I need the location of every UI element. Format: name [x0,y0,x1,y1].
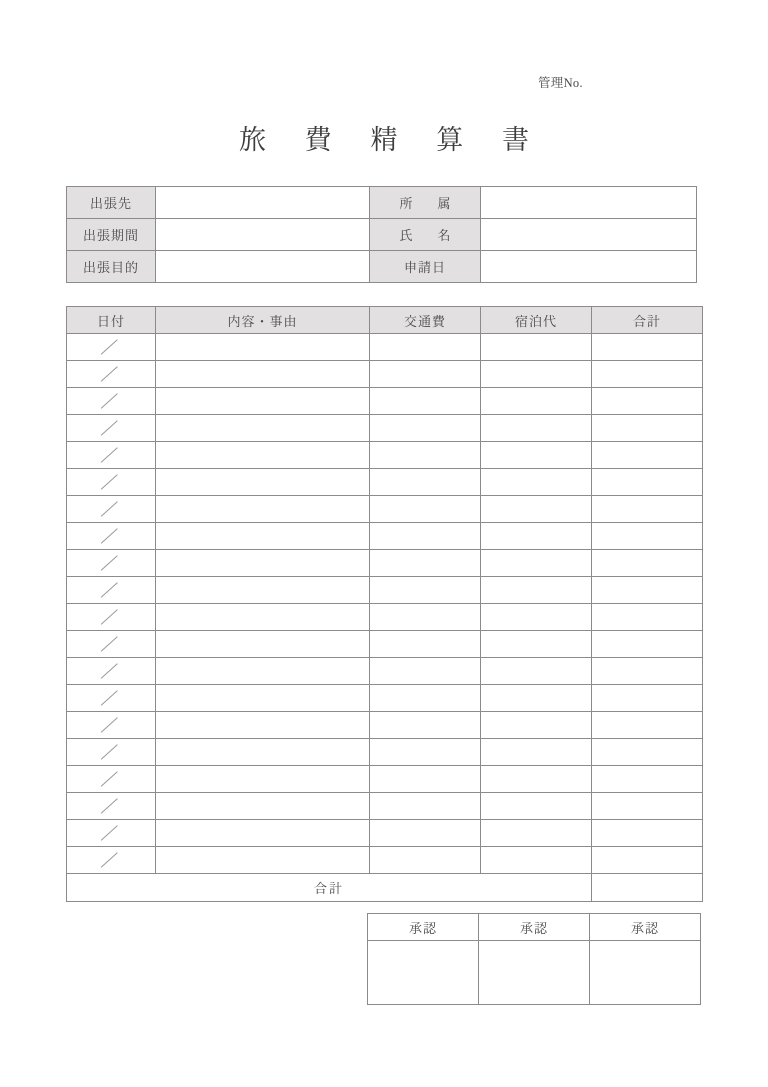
trip-purpose-field[interactable] [156,251,370,283]
expense-table [66,306,703,902]
table-row [67,334,703,361]
approval-header-1: 承認 [368,914,479,941]
table-row [67,251,697,283]
expense-date-cell[interactable] [67,820,156,847]
application-date-label: 申請日 [370,251,481,283]
table-row [67,523,703,550]
expense-transport-cell[interactable] [370,361,481,388]
column-header-date: 日付 [67,307,156,334]
table-row [67,820,703,847]
expense-detail-cell[interactable] [156,631,370,658]
expense-lodging-cell[interactable] [481,523,592,550]
expense-transport-cell[interactable] [370,577,481,604]
expense-transport-cell[interactable] [370,334,481,361]
expense-total-cell[interactable] [592,469,703,496]
expense-total-cell[interactable] [592,820,703,847]
expense-total-cell[interactable] [592,415,703,442]
expense-total-cell[interactable] [592,739,703,766]
expense-date-cell[interactable] [67,469,156,496]
expense-detail-cell[interactable] [156,388,370,415]
expense-lodging-cell[interactable] [481,550,592,577]
date-slash-icon [101,555,118,570]
expense-transport-cell[interactable] [370,793,481,820]
page-title: 旅 費 精 算 書 [239,125,545,155]
table-row [67,187,697,219]
table-row [67,847,703,874]
name-field[interactable] [481,219,697,251]
approval-table [367,913,701,1005]
expense-detail-cell[interactable] [156,820,370,847]
expense-header-row [67,307,703,334]
expense-transport-cell[interactable] [370,820,481,847]
expense-date-cell[interactable] [67,550,156,577]
expense-date-cell[interactable] [67,388,156,415]
expense-date-cell[interactable] [67,739,156,766]
expense-detail-cell[interactable] [156,712,370,739]
table-row [67,388,703,415]
expense-detail-cell[interactable] [156,658,370,685]
table-row [67,739,703,766]
expense-lodging-cell[interactable] [481,631,592,658]
expense-total-cell[interactable] [592,523,703,550]
expense-date-cell[interactable] [67,847,156,874]
expense-total-cell[interactable] [592,550,703,577]
trip-period-label: 出張期間 [67,219,156,251]
column-header-lodging: 宿泊代 [481,307,592,334]
date-slash-icon [101,771,118,786]
date-slash-icon [101,717,118,732]
expense-table-body [67,334,703,874]
approval-header-row [368,914,701,941]
expense-total-cell[interactable] [592,604,703,631]
date-slash-icon [101,825,118,840]
date-slash-icon [101,447,118,462]
table-row [67,496,703,523]
approval-stamp-cell-3[interactable] [590,941,701,1005]
expense-lodging-cell[interactable] [481,739,592,766]
expense-transport-cell[interactable] [370,631,481,658]
control-number-label: 管理No. [538,76,583,90]
expense-detail-cell[interactable] [156,604,370,631]
expense-lodging-cell[interactable] [481,712,592,739]
expense-detail-cell[interactable] [156,550,370,577]
table-row [67,766,703,793]
expense-transport-cell[interactable] [370,523,481,550]
expense-transport-cell[interactable] [370,415,481,442]
expense-transport-cell[interactable] [370,469,481,496]
expense-date-cell[interactable] [67,631,156,658]
column-header-total: 合計 [592,307,703,334]
expense-date-cell[interactable] [67,685,156,712]
expense-detail-cell[interactable] [156,415,370,442]
approval-table-head [368,914,701,941]
destination-label: 出張先 [67,187,156,219]
expense-date-cell[interactable] [67,523,156,550]
expense-transport-cell[interactable] [370,766,481,793]
expense-table-head [67,307,703,334]
date-slash-icon [101,366,118,381]
expense-total-cell[interactable] [592,685,703,712]
table-row [67,604,703,631]
expense-date-cell[interactable] [67,712,156,739]
name-label: 氏 名 [370,219,481,251]
expense-date-cell[interactable] [67,766,156,793]
expense-detail-cell[interactable] [156,577,370,604]
expense-transport-cell[interactable] [370,712,481,739]
expense-total-cell[interactable] [592,847,703,874]
expense-lodging-cell[interactable] [481,388,592,415]
expense-lodging-cell[interactable] [481,685,592,712]
column-header-detail: 内容・事由 [156,307,370,334]
grand-total-value[interactable] [592,874,703,902]
table-row [67,219,697,251]
expense-total-cell[interactable] [592,361,703,388]
expense-total-cell[interactable] [592,577,703,604]
expense-transport-cell[interactable] [370,550,481,577]
trip-purpose-label: 出張目的 [67,251,156,283]
date-slash-icon [101,420,118,435]
expense-date-cell[interactable] [67,442,156,469]
approval-stamp-cell-1[interactable] [368,941,479,1005]
table-row [67,658,703,685]
table-row [67,442,703,469]
expense-total-cell[interactable] [592,442,703,469]
trip-period-field[interactable] [156,219,370,251]
expense-total-cell[interactable] [592,496,703,523]
expense-transport-cell[interactable] [370,388,481,415]
expense-date-cell[interactable] [67,415,156,442]
expense-date-cell[interactable] [67,793,156,820]
expense-total-cell[interactable] [592,631,703,658]
expense-lodging-cell[interactable] [481,361,592,388]
expense-detail-cell[interactable] [156,685,370,712]
department-label: 所 属 [370,187,481,219]
expense-detail-cell[interactable] [156,361,370,388]
expense-lodging-cell[interactable] [481,820,592,847]
expense-detail-cell[interactable] [156,469,370,496]
table-row [67,712,703,739]
expense-transport-cell[interactable] [370,658,481,685]
expense-lodging-cell[interactable] [481,442,592,469]
trip-info-table [66,186,697,283]
expense-total-cell[interactable] [592,388,703,415]
date-slash-icon [101,393,118,408]
table-row [67,631,703,658]
expense-total-cell[interactable] [592,712,703,739]
table-row [67,550,703,577]
approval-stamp-cell-2[interactable] [479,941,590,1005]
approval-header-3: 承認 [590,914,701,941]
date-slash-icon [101,339,118,354]
approval-header-2: 承認 [479,914,590,941]
date-slash-icon [101,663,118,678]
expense-detail-cell[interactable] [156,442,370,469]
expense-detail-cell[interactable] [156,847,370,874]
date-slash-icon [101,474,118,489]
expense-transport-cell[interactable] [370,685,481,712]
expense-transport-cell[interactable] [370,739,481,766]
date-slash-icon [101,609,118,624]
date-slash-icon [101,690,118,705]
expense-detail-cell[interactable] [156,523,370,550]
table-row [67,577,703,604]
expense-lodging-cell[interactable] [481,415,592,442]
expense-table-foot [67,874,703,902]
expense-lodging-cell[interactable] [481,658,592,685]
expense-lodging-cell[interactable] [481,604,592,631]
expense-total-cell[interactable] [592,658,703,685]
approval-stamp-row [368,941,701,1005]
table-row [67,793,703,820]
expense-lodging-cell[interactable] [481,766,592,793]
expense-detail-cell[interactable] [156,793,370,820]
expense-detail-cell[interactable] [156,739,370,766]
destination-field[interactable] [156,187,370,219]
expense-lodging-cell[interactable] [481,469,592,496]
expense-date-cell[interactable] [67,658,156,685]
expense-date-cell[interactable] [67,361,156,388]
expense-lodging-cell[interactable] [481,793,592,820]
expense-detail-cell[interactable] [156,766,370,793]
date-slash-icon [101,636,118,651]
date-slash-icon [101,501,118,516]
expense-lodging-cell[interactable] [481,577,592,604]
trip-info-body [67,187,697,283]
approval-table-body [368,941,701,1005]
expense-date-cell[interactable] [67,334,156,361]
date-slash-icon [101,744,118,759]
department-field[interactable] [481,187,697,219]
expense-lodging-cell[interactable] [481,847,592,874]
expense-detail-cell[interactable] [156,334,370,361]
expense-lodging-cell[interactable] [481,496,592,523]
table-row [67,469,703,496]
expense-transport-cell[interactable] [370,847,481,874]
application-date-field[interactable] [481,251,697,283]
total-row [67,874,703,902]
expense-lodging-cell[interactable] [481,334,592,361]
table-row [67,685,703,712]
grand-total-label: 合計 [67,874,592,902]
expense-total-cell[interactable] [592,334,703,361]
date-slash-icon [101,582,118,597]
table-row [67,415,703,442]
expense-transport-cell[interactable] [370,496,481,523]
expense-total-cell[interactable] [592,793,703,820]
expense-date-cell[interactable] [67,604,156,631]
expense-date-cell[interactable] [67,496,156,523]
expense-date-cell[interactable] [67,577,156,604]
expense-transport-cell[interactable] [370,442,481,469]
expense-detail-cell[interactable] [156,496,370,523]
date-slash-icon [101,528,118,543]
column-header-transport: 交通費 [370,307,481,334]
date-slash-icon [101,852,118,867]
table-row [67,361,703,388]
date-slash-icon [101,798,118,813]
expense-transport-cell[interactable] [370,604,481,631]
expense-total-cell[interactable] [592,766,703,793]
